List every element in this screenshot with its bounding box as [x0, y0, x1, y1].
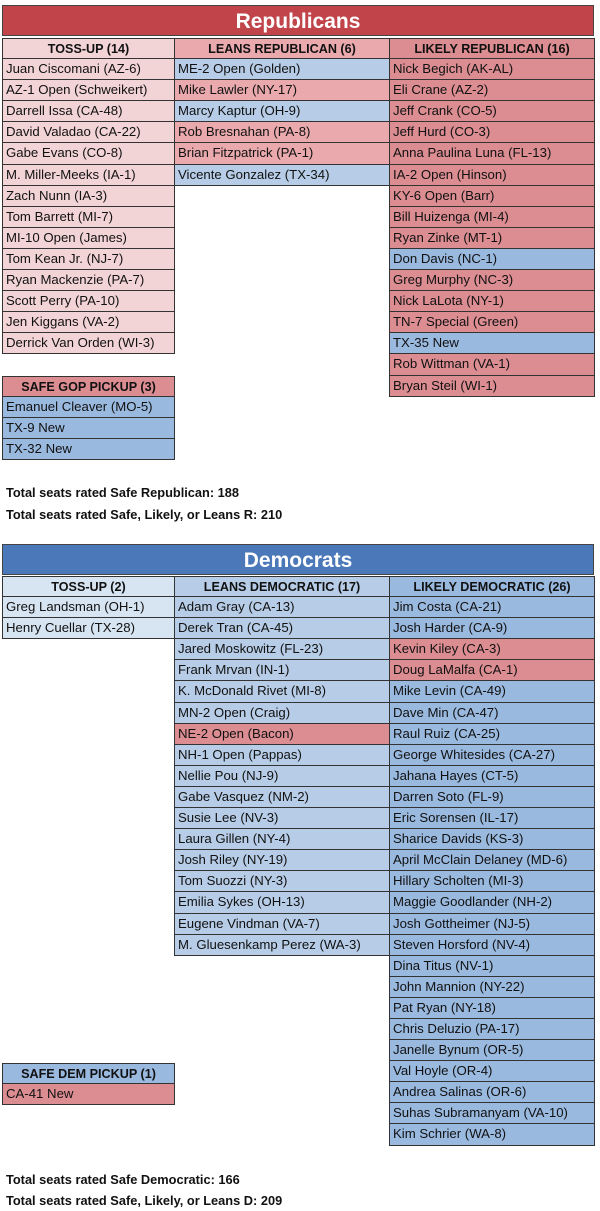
race-cell: NE-2 Open (Bacon)	[174, 724, 390, 745]
race-cell: Jim Costa (CA-21)	[389, 597, 595, 618]
race-cell: NH-1 Open (Pappas)	[174, 745, 390, 766]
rep-total-all: Total seats rated Safe, Likely, or Leans R: 210	[6, 507, 283, 522]
dem-leans-column	[174, 576, 390, 956]
race-cell: Juan Ciscomani (AZ-6)	[2, 59, 175, 80]
race-cell: Doug LaMalfa (CA-1)	[389, 660, 595, 681]
race-cell: Mike Lawler (NY-17)	[174, 80, 390, 101]
dem-likely-column	[389, 576, 595, 1146]
race-cell: Steven Horsford (NV-4)	[389, 935, 595, 956]
race-cell: Bryan Steil (WI-1)	[389, 376, 595, 397]
rep-likely-column	[389, 38, 595, 397]
race-cell: Brian Fitzpatrick (PA-1)	[174, 143, 390, 164]
race-cell: John Mannion (NY-22)	[389, 977, 595, 998]
race-cell: Jared Moskowitz (FL-23)	[174, 639, 390, 660]
race-cell: IA-2 Open (Hinson)	[389, 165, 595, 186]
race-cell: Tom Kean Jr. (NJ-7)	[2, 249, 175, 270]
race-cell: Zach Nunn (IA-3)	[2, 186, 175, 207]
race-cell: Val Hoyle (OR-4)	[389, 1061, 595, 1082]
column-header: SAFE GOP PICKUP (3)	[2, 376, 175, 397]
race-cell: Raul Ruiz (CA-25)	[389, 724, 595, 745]
race-cell: M. Miller-Meeks (IA-1)	[2, 165, 175, 186]
dem-pickup-column	[2, 1063, 175, 1105]
race-cell: Derrick Van Orden (WI-3)	[2, 333, 175, 354]
race-cell: Derek Tran (CA-45)	[174, 618, 390, 639]
race-cell: Rob Bresnahan (PA-8)	[174, 122, 390, 143]
race-cell: Laura Gillen (NY-4)	[174, 829, 390, 850]
race-cell: Jahana Hayes (CT-5)	[389, 766, 595, 787]
race-cell: TX-35 New	[389, 333, 595, 354]
race-cell: MI-10 Open (James)	[2, 228, 175, 249]
race-cell: Josh Gottheimer (NJ-5)	[389, 914, 595, 935]
race-cell: Gabe Evans (CO-8)	[2, 143, 175, 164]
race-cell: Adam Gray (CA-13)	[174, 597, 390, 618]
dem-total-all: Total seats rated Safe, Likely, or Leans D: 209	[6, 1193, 283, 1208]
column-header: LEANS REPUBLICAN (6)	[174, 38, 390, 59]
race-cell: Emilia Sykes (OH-13)	[174, 892, 390, 913]
race-cell: Gabe Vasquez (NM-2)	[174, 787, 390, 808]
race-cell: Susie Lee (NV-3)	[174, 808, 390, 829]
race-cell: Anna Paulina Luna (FL-13)	[389, 143, 595, 164]
race-cell: Dave Min (CA-47)	[389, 703, 595, 724]
race-cell: CA-41 New	[2, 1084, 175, 1105]
race-cell: Rob Wittman (VA-1)	[389, 354, 595, 375]
race-cell: Mike Levin (CA-49)	[389, 681, 595, 702]
race-cell: Josh Riley (NY-19)	[174, 850, 390, 871]
race-cell: Kevin Kiley (CA-3)	[389, 639, 595, 660]
race-cell: AZ-1 Open (Schweikert)	[2, 80, 175, 101]
race-cell: Andrea Salinas (OR-6)	[389, 1082, 595, 1103]
republicans-banner: Republicans	[2, 5, 594, 36]
race-cell: Greg Landsman (OH-1)	[2, 597, 175, 618]
race-cell: Greg Murphy (NC-3)	[389, 270, 595, 291]
race-cell: KY-6 Open (Barr)	[389, 186, 595, 207]
race-cell: Dina Titus (NV-1)	[389, 956, 595, 977]
race-cell: TX-32 New	[2, 439, 175, 460]
race-cell: ME-2 Open (Golden)	[174, 59, 390, 80]
race-cell: Hillary Scholten (MI-3)	[389, 871, 595, 892]
race-cell: Janelle Bynum (OR-5)	[389, 1040, 595, 1061]
race-cell: Don Davis (NC-1)	[389, 249, 595, 270]
column-header: LIKELY REPUBLICAN (16)	[389, 38, 595, 59]
dem-total-safe: Total seats rated Safe Democratic: 166	[6, 1172, 240, 1187]
race-cell: TX-9 New	[2, 418, 175, 439]
race-cell: Vicente Gonzalez (TX-34)	[174, 165, 390, 186]
race-cell: Henry Cuellar (TX-28)	[2, 618, 175, 639]
race-cell: Marcy Kaptur (OH-9)	[174, 101, 390, 122]
race-cell: Emanuel Cleaver (MO-5)	[2, 397, 175, 418]
race-cell: M. Gluesenkamp Perez (WA-3)	[174, 935, 390, 956]
race-cell: Scott Perry (PA-10)	[2, 291, 175, 312]
rep-total-safe: Total seats rated Safe Republican: 188	[6, 485, 240, 500]
race-cell: TN-7 Special (Green)	[389, 312, 595, 333]
race-cell: David Valadao (CA-22)	[2, 122, 175, 143]
column-header: LIKELY DEMOCRATIC (26)	[389, 576, 595, 597]
race-cell: K. McDonald Rivet (MI-8)	[174, 681, 390, 702]
race-cell: Darren Soto (FL-9)	[389, 787, 595, 808]
race-cell: Eugene Vindman (VA-7)	[174, 914, 390, 935]
race-cell: Jen Kiggans (VA-2)	[2, 312, 175, 333]
race-cell: Nellie Pou (NJ-9)	[174, 766, 390, 787]
race-cell: Nick Begich (AK-AL)	[389, 59, 595, 80]
race-cell: Bill Huizenga (MI-4)	[389, 207, 595, 228]
race-cell: April McClain Delaney (MD-6)	[389, 850, 595, 871]
race-cell: Eric Sorensen (IL-17)	[389, 808, 595, 829]
column-header: SAFE DEM PICKUP (1)	[2, 1063, 175, 1084]
race-cell: Ryan Zinke (MT-1)	[389, 228, 595, 249]
race-cell: Eli Crane (AZ-2)	[389, 80, 595, 101]
column-header: TOSS-UP (14)	[2, 38, 175, 59]
race-cell: Chris Deluzio (PA-17)	[389, 1019, 595, 1040]
race-cell: Nick LaLota (NY-1)	[389, 291, 595, 312]
column-header: TOSS-UP (2)	[2, 576, 175, 597]
race-cell: Frank Mrvan (IN-1)	[174, 660, 390, 681]
rep-pickup-column	[2, 376, 175, 460]
democrats-banner: Democrats	[2, 544, 594, 575]
race-cell: Josh Harder (CA-9)	[389, 618, 595, 639]
race-cell: Tom Barrett (MI-7)	[2, 207, 175, 228]
race-cell: MN-2 Open (Craig)	[174, 703, 390, 724]
race-cell: Suhas Subramanyam (VA-10)	[389, 1103, 595, 1124]
race-cell: Ryan Mackenzie (PA-7)	[2, 270, 175, 291]
race-cell: Jeff Hurd (CO-3)	[389, 122, 595, 143]
race-cell: Jeff Crank (CO-5)	[389, 101, 595, 122]
race-cell: Kim Schrier (WA-8)	[389, 1124, 595, 1145]
race-cell: Tom Suozzi (NY-3)	[174, 871, 390, 892]
race-cell: Maggie Goodlander (NH-2)	[389, 892, 595, 913]
column-header: LEANS DEMOCRATIC (17)	[174, 576, 390, 597]
rep-tossup-column	[2, 38, 175, 354]
race-cell: Pat Ryan (NY-18)	[389, 998, 595, 1019]
race-cell: Sharice Davids (KS-3)	[389, 829, 595, 850]
race-cell: George Whitesides (CA-27)	[389, 745, 595, 766]
race-cell: Darrell Issa (CA-48)	[2, 101, 175, 122]
rep-leans-column	[174, 38, 390, 186]
dem-tossup-column	[2, 576, 175, 639]
